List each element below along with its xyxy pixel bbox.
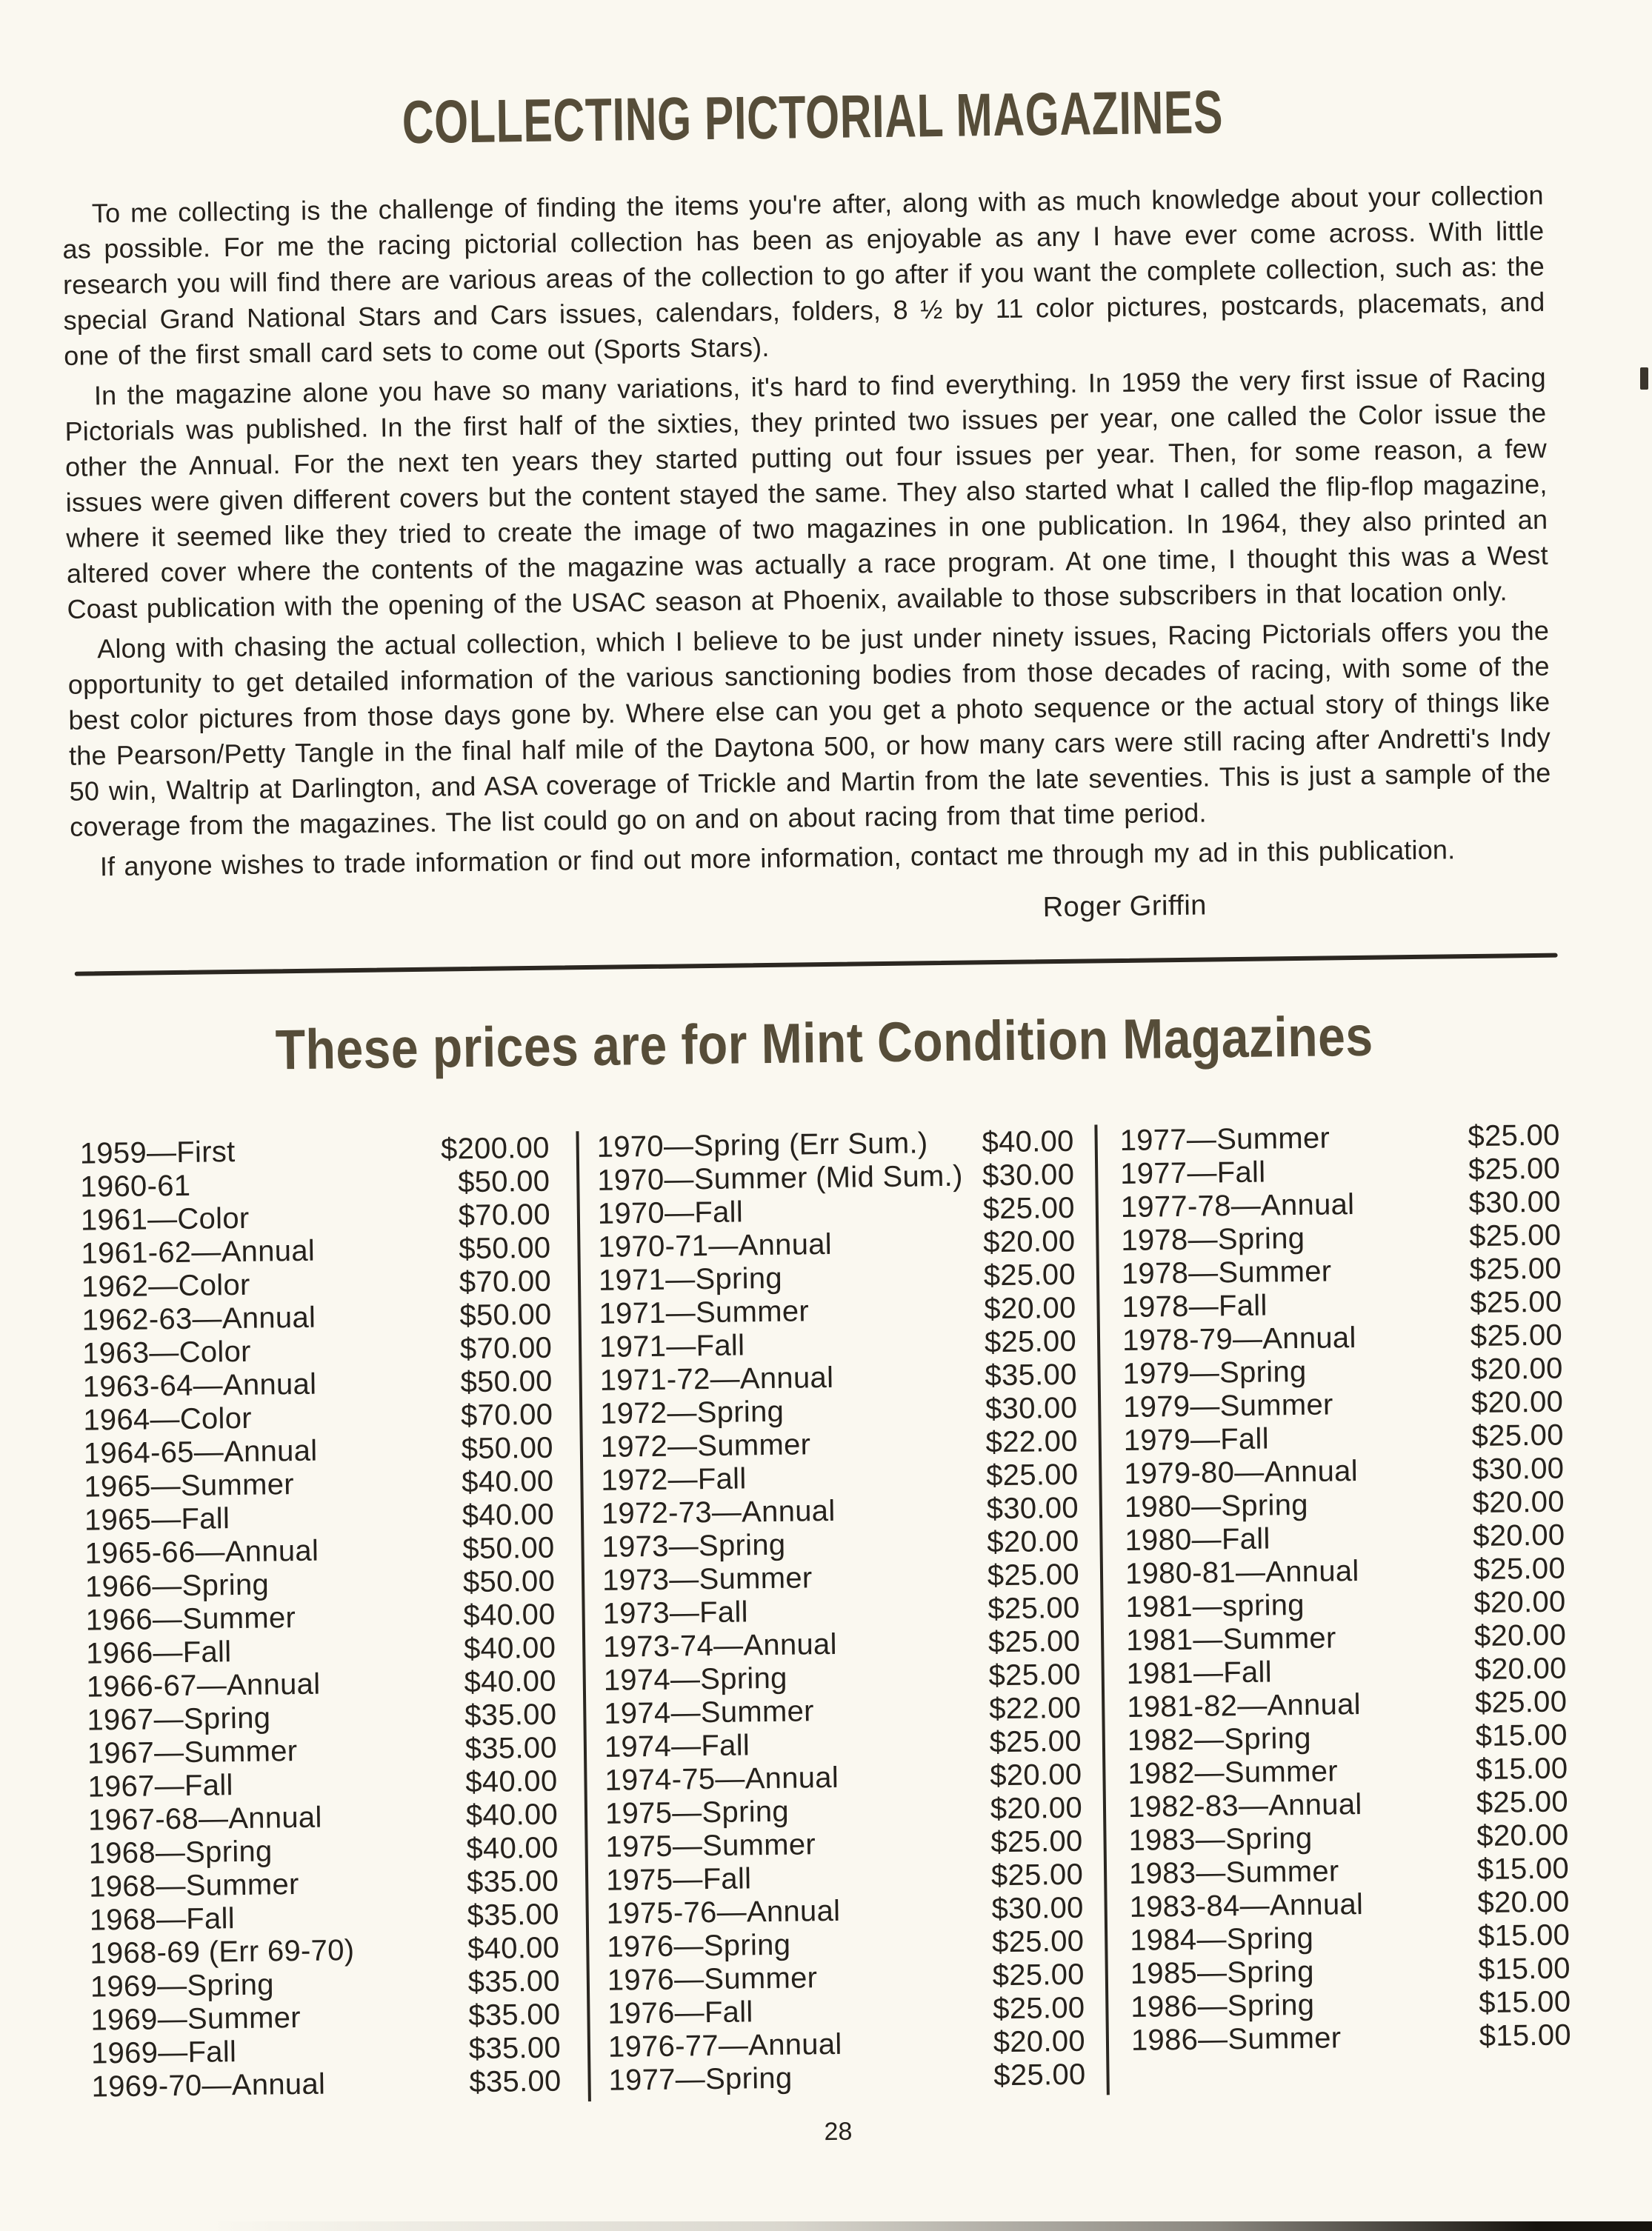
price-row <box>87 1698 557 1737</box>
price-row <box>1125 1552 1566 1590</box>
price-item-value: $20.00 <box>1477 1885 1570 1919</box>
price-item-label: 1972-73—Annual <box>601 1494 836 1530</box>
price-list <box>80 1118 1652 2108</box>
price-item-label: 1965—Summer <box>84 1467 295 1504</box>
price-item-value: $25.00 <box>984 1324 1077 1359</box>
price-row <box>599 1258 1076 1298</box>
price-row <box>1128 1752 1568 1790</box>
price-row <box>600 1392 1078 1431</box>
price-item-value: $20.00 <box>1472 1518 1565 1553</box>
price-item-label: 1970—Summer (Mid Sum.) <box>597 1159 963 1197</box>
price-row <box>606 1892 1084 1931</box>
price-item-label: 1977—Spring <box>608 2061 793 2097</box>
price-item-label: 1972—Spring <box>599 1395 785 1430</box>
price-item-value: $40.00 <box>463 1631 556 1665</box>
price-item-label: 1976-77—Annual <box>607 2027 842 2064</box>
price-row <box>604 1658 1082 1698</box>
price-row <box>607 1925 1085 1964</box>
price-item-value: $25.00 <box>982 1191 1076 1226</box>
price-row <box>599 1325 1077 1364</box>
price-row <box>91 2064 562 2104</box>
price-item-label: 1968—Spring <box>88 1835 273 1870</box>
scan-artifact-bottom-smudge <box>207 2221 1652 2231</box>
price-item-label: 1973—Fall <box>602 1595 749 1630</box>
price-item-label: 1977—Fall <box>1119 1155 1266 1190</box>
price-row <box>602 1592 1080 1631</box>
price-row <box>87 1664 557 1704</box>
price-item-value: $25.00 <box>1476 1785 1569 1819</box>
column-divider-2 <box>1094 1124 1109 2095</box>
price-row <box>607 1958 1085 1998</box>
price-item-value: $30.00 <box>986 1491 1079 1526</box>
price-item-label: 1973—Spring <box>602 1528 786 1564</box>
price-item-label: 1976—Summer <box>607 1961 818 1997</box>
price-item-value: $200.00 <box>440 1131 550 1166</box>
price-item-value: $35.00 <box>467 1898 560 1932</box>
price-row <box>84 1531 555 1570</box>
price-item-label: 1981—Summer <box>1125 1621 1336 1657</box>
price-item-label: 1975-76—Annual <box>606 1894 841 1930</box>
price-item-label: 1976—Fall <box>607 1995 753 2030</box>
price-row <box>1123 1418 1564 1457</box>
price-item-value: $30.00 <box>982 1158 1075 1193</box>
price-item-label: 1975—Summer <box>605 1828 816 1864</box>
price-row <box>1125 1485 1565 1524</box>
price-item-label: 1967—Summer <box>87 1734 298 1770</box>
price-item-value: $40.00 <box>465 1764 558 1798</box>
price-row <box>82 1331 553 1370</box>
price-row <box>91 2031 562 2070</box>
price-item-label: 1980—Fall <box>1125 1522 1270 1557</box>
price-row <box>1123 1385 1564 1424</box>
price-item-label: 1983-84—Annual <box>1129 1887 1364 1924</box>
price-item-value: $50.00 <box>459 1231 551 1266</box>
price-item-value: $20.00 <box>1476 1818 1569 1853</box>
price-item-label: 1986—Spring <box>1130 1988 1315 2024</box>
price-item-label: 1978—Spring <box>1121 1221 1305 1257</box>
price-item-label: 1968—Summer <box>88 1867 299 1904</box>
price-item-label: 1981—spring <box>1125 1588 1305 1624</box>
price-row <box>87 1764 558 1804</box>
price-item-value: $20.00 <box>982 1224 1076 1259</box>
price-row <box>605 1825 1083 1864</box>
price-row <box>607 1991 1085 2030</box>
price-item-label: 1961-62—Annual <box>81 1234 316 1270</box>
price-item-value: $25.00 <box>993 2058 1086 2092</box>
price-item-label: 1982—Summer <box>1128 1755 1339 1790</box>
magazine-page-scan <box>0 79 1652 2231</box>
price-item-label: 1985—Spring <box>1130 1955 1314 1990</box>
price-item-label: 1967—Spring <box>87 1701 271 1737</box>
price-item-value: $25.00 <box>1471 1418 1564 1453</box>
author-signature: Roger Griffin <box>1042 890 1208 924</box>
article-title-text: COLLECTING PICTORIAL MAGAZINES <box>402 79 1225 157</box>
price-item-value: $25.00 <box>988 1658 1082 1693</box>
price-item-value: $35.00 <box>985 1358 1077 1393</box>
price-item-value: $30.00 <box>1471 1452 1565 1486</box>
price-item-value: $35.00 <box>468 2031 562 2065</box>
price-item-label: 1980-81—Annual <box>1125 1554 1359 1590</box>
price-item-label: 1969-70—Annual <box>91 2067 326 2104</box>
price-item-value: $25.00 <box>987 1591 1080 1626</box>
price-item-label: 1971—Spring <box>598 1261 783 1297</box>
price-item-value: $40.00 <box>464 1664 557 1698</box>
price-item-label: 1970-71—Annual <box>598 1227 833 1264</box>
price-row <box>90 1964 561 2004</box>
price-row <box>601 1425 1079 1464</box>
price-row <box>1119 1118 1560 1157</box>
price-item-label: 1968—Fall <box>89 1901 236 1937</box>
price-item-label: 1986—Summer <box>1130 2021 1342 2057</box>
price-row <box>85 1564 556 1604</box>
price-row <box>1130 1952 1571 1990</box>
price-item-value: $20.00 <box>984 1291 1076 1326</box>
price-item-label: 1979—Spring <box>1122 1355 1307 1390</box>
price-item-value: $70.00 <box>459 1264 552 1299</box>
price-item-label: 1977—Summer <box>1119 1121 1330 1157</box>
price-item-value: $35.00 <box>468 1998 561 2032</box>
price-item-value: $35.00 <box>469 2064 562 2098</box>
price-item-value: $25.00 <box>987 1558 1080 1593</box>
price-row <box>1130 1918 1571 1957</box>
price-item-label: 1970—Fall <box>597 1195 744 1230</box>
price-item-label: 1973—Summer <box>602 1561 813 1597</box>
price-item-label: 1966—Summer <box>85 1601 296 1637</box>
price-item-value: $25.00 <box>983 1258 1076 1293</box>
price-row <box>604 1758 1082 1798</box>
page-content <box>0 77 1652 2157</box>
price-item-label: 1980—Spring <box>1124 1488 1309 1524</box>
price-item-value: $25.00 <box>991 1924 1085 1959</box>
article-title <box>0 77 1639 159</box>
price-row <box>87 1731 558 1770</box>
price-item-value: $25.00 <box>990 1858 1084 1892</box>
price-row <box>84 1431 554 1470</box>
price-item-value: $70.00 <box>458 1198 551 1233</box>
price-item-value: $40.00 <box>463 1598 556 1632</box>
price-row <box>88 1798 559 1837</box>
price-row <box>1120 1152 1561 1190</box>
price-row <box>597 1158 1075 1198</box>
price-column-1 <box>80 1131 562 2104</box>
price-item-value: $15.00 <box>1475 1718 1568 1753</box>
price-item-value: $30.00 <box>985 1391 1078 1426</box>
price-row <box>602 1558 1080 1598</box>
price-row <box>1131 2018 1572 2057</box>
price-row <box>604 1692 1082 1731</box>
price-item-label: 1964—Color <box>83 1401 253 1437</box>
price-item-label: 1984—Spring <box>1129 1921 1314 1957</box>
price-row <box>1121 1185 1562 1224</box>
price-row <box>1127 1685 1568 1724</box>
prices-heading <box>0 1004 1651 1084</box>
price-item-value: $40.00 <box>982 1124 1074 1159</box>
price-item-value: $50.00 <box>457 1164 550 1199</box>
price-item-label: 1962—Color <box>81 1268 250 1304</box>
price-row <box>1129 1885 1570 1924</box>
price-item-label: 1959—First <box>79 1135 236 1170</box>
price-item-label: 1977-78—Annual <box>1120 1187 1355 1224</box>
price-item-value: $50.00 <box>462 1531 555 1566</box>
price-item-value: $30.00 <box>1468 1185 1562 1219</box>
price-item-value: $35.00 <box>464 1698 557 1732</box>
price-item-value: $20.00 <box>990 1758 1082 1793</box>
price-item-value: $50.00 <box>459 1298 552 1333</box>
price-item-label: 1982-83—Annual <box>1128 1787 1362 1824</box>
price-item-value: $35.00 <box>466 1864 559 1898</box>
article-paragraph-3: Along with chasing the actual collection, which I believe to be just under ninety issues, Racing Pictorials offers you the opportunity to get detailed information of the various sanctioning bodies from those decades of racing, with some of the best color pictures from those days gone by. Where else can you get a photo sequence or the actual story of things like the Pearson/Petty Tangle in the final half mile of the Daytona 500, or how many cars were still racing after Andretti's Indy 50 win, Waltrip at Darlington, and ASA coverage of Trickle and Martin from the late seventies. This is just a sample of the coverage from the magazines. The list could go on and on about racing from that time period. <box>67 615 1551 842</box>
price-item-value: $20.00 <box>1472 1485 1565 1519</box>
price-row <box>608 2024 1086 2064</box>
price-item-label: 1972—Summer <box>600 1428 811 1464</box>
price-item-label: 1981—Fall <box>1126 1655 1273 1690</box>
price-item-value: $40.00 <box>461 1464 554 1499</box>
price-row <box>1130 1985 1571 2024</box>
section-divider <box>75 953 1558 976</box>
price-item-label: 1965-66—Annual <box>84 1534 319 1570</box>
price-row <box>85 1598 556 1637</box>
price-row <box>90 1931 560 1970</box>
price-item-value: $15.00 <box>1475 1752 1568 1786</box>
price-item-value: $25.00 <box>1470 1318 1563 1353</box>
price-item-value: $25.00 <box>1470 1285 1562 1319</box>
price-row <box>598 1192 1076 1231</box>
price-row <box>602 1525 1079 1564</box>
price-item-value: $25.00 <box>1473 1552 1566 1586</box>
price-row <box>598 1225 1076 1264</box>
price-item-value: $15.00 <box>1478 1952 1571 1986</box>
price-item-value: $40.00 <box>462 1498 555 1533</box>
price-item-value: $15.00 <box>1478 1985 1571 2019</box>
price-item-value: $22.00 <box>985 1424 1079 1459</box>
price-item-label: 1979—Summer <box>1122 1388 1333 1424</box>
price-row <box>81 1231 551 1270</box>
price-item-label: 1971—Summer <box>599 1295 810 1330</box>
price-row <box>89 1864 559 1904</box>
price-row <box>84 1464 554 1504</box>
prices-heading-text: These prices are for Mint Condition Magazines <box>275 1004 1374 1082</box>
price-item-label: 1960-61 <box>80 1169 191 1204</box>
price-item-value: $50.00 <box>460 1364 553 1399</box>
price-row <box>1122 1252 1562 1290</box>
price-row <box>80 1164 550 1204</box>
price-row <box>1125 1585 1566 1624</box>
price-item-label: 1967—Fall <box>87 1768 233 1804</box>
price-item-label: 1974—Spring <box>603 1661 787 1697</box>
price-item-value: $20.00 <box>1471 1352 1563 1386</box>
price-row <box>82 1364 553 1404</box>
price-item-label: 1982—Spring <box>1127 1721 1312 1757</box>
price-item-label: 1962-63—Annual <box>81 1301 316 1337</box>
price-row <box>1125 1518 1565 1557</box>
price-item-label: 1971-72—Annual <box>599 1361 834 1397</box>
price-row <box>608 2058 1086 2097</box>
price-row <box>1128 1718 1568 1757</box>
price-row <box>81 1298 552 1337</box>
price-row <box>90 1898 560 1937</box>
article-body <box>62 178 1553 885</box>
price-item-value: $25.00 <box>1469 1252 1562 1286</box>
price-item-value: $25.00 <box>1468 1118 1560 1153</box>
price-row <box>1126 1652 1567 1690</box>
price-item-label: 1979-80—Annual <box>1124 1454 1359 1490</box>
price-row <box>599 1292 1076 1331</box>
price-item-label: 1978—Fall <box>1122 1289 1268 1324</box>
price-item-value: $40.00 <box>467 1931 560 1965</box>
price-row <box>604 1725 1082 1764</box>
price-row <box>81 1264 552 1304</box>
price-item-value: $25.00 <box>992 1958 1085 1992</box>
price-item-value: $20.00 <box>1474 1652 1567 1686</box>
price-item-label: 1971—Fall <box>599 1329 745 1364</box>
price-item-label: 1961—Color <box>80 1201 250 1237</box>
price-row <box>1124 1452 1565 1490</box>
price-item-value: $70.00 <box>459 1331 553 1366</box>
article-paragraph-1: To me collecting is the challenge of finding the items you're after, along with as much knowledge about your collection as possible. For me the racing pictorial collection has been as enjoyable as any I have ever come across. With little research you will find there are various areas of the collection to go after if you want the complete collection, such as: the special Grand National Stars and Cars issues, calendars, folders, 8 ½ by 11 color pictures, postcards, placemats, and one of the first small card sets to come out (Sports Stars). <box>62 179 1545 371</box>
price-row <box>599 1358 1077 1398</box>
price-row <box>601 1458 1079 1498</box>
price-row <box>1126 1618 1567 1657</box>
price-item-value: $50.00 <box>461 1431 554 1466</box>
price-column-3 <box>1119 1118 1571 2057</box>
price-row <box>1122 1318 1563 1357</box>
price-item-value: $35.00 <box>464 1731 558 1765</box>
price-item-value: $15.00 <box>1476 1852 1570 1886</box>
price-item-value: $20.00 <box>993 2024 1086 2059</box>
price-item-label: 1969—Fall <box>90 2035 237 2070</box>
price-item-label: 1966—Fall <box>85 1635 232 1670</box>
price-item-value: $25.00 <box>1468 1152 1561 1186</box>
price-row <box>605 1792 1083 1831</box>
article-paragraph-2: In the magazine alone you have so many variations, it's hard to find everything. In 1959 the very first issue of Racing Pictorials was published. In the first half of the sixties, they printed two issues per year, one called the Color issue the other the Annual. For the next ten years they started putting out four issues per year. Then, for some reason, a few issues were given different covers but the content stayed the same. They also started what I called the flip-flop magazine, where it seemed like they tried to create the image of two magazines in one publication. In 1964, they also printed an altered cover where the contents of the magazine was actually a race program. At one time, I thought this was a West Coast publication with the opening of the USAC season at Phoenix, available to those subscribers in that location only. <box>64 361 1549 624</box>
price-item-label: 1970—Spring (Err Sum.) <box>596 1127 928 1164</box>
price-item-label: 1965—Fall <box>84 1501 230 1537</box>
price-item-value: $70.00 <box>460 1398 553 1433</box>
price-row <box>84 1498 555 1537</box>
price-item-label: 1972—Fall <box>601 1462 747 1497</box>
price-item-value: $25.00 <box>987 1624 1081 1659</box>
price-row <box>88 1831 559 1870</box>
price-row <box>1122 1285 1562 1324</box>
price-item-value: $20.00 <box>1471 1385 1564 1419</box>
price-item-value: $25.00 <box>985 1458 1079 1493</box>
price-row <box>86 1631 556 1670</box>
price-item-value: $22.00 <box>988 1691 1082 1726</box>
price-item-label: 1978-79—Annual <box>1122 1321 1356 1357</box>
price-row <box>1121 1218 1562 1257</box>
price-item-label: 1964-65—Annual <box>83 1434 318 1470</box>
price-row <box>1129 1852 1570 1890</box>
price-item-label: 1975—Fall <box>605 1862 752 1897</box>
price-item-label: 1969—Spring <box>90 1968 275 2004</box>
price-row <box>602 1492 1079 1531</box>
price-item-value: $20.00 <box>987 1524 1079 1559</box>
price-row <box>83 1398 553 1437</box>
price-item-value: $40.00 <box>466 1831 559 1865</box>
price-item-value: $25.00 <box>989 1724 1082 1759</box>
price-item-label: 1979—Fall <box>1123 1422 1270 1457</box>
price-row <box>1122 1352 1563 1390</box>
price-item-label: 1976—Spring <box>607 1928 791 1964</box>
price-item-value: $25.00 <box>990 1824 1083 1859</box>
price-item-value: $25.00 <box>992 1991 1085 2026</box>
price-item-label: 1973-74—Annual <box>602 1627 838 1664</box>
price-row <box>90 1998 561 2037</box>
column-divider-1 <box>576 1131 590 2101</box>
price-item-label: 1966—Spring <box>84 1568 270 1604</box>
price-item-label: 1974—Summer <box>604 1695 815 1730</box>
price-item-label: 1966-67—Annual <box>86 1667 321 1704</box>
price-row <box>596 1125 1074 1164</box>
price-item-label: 1981-82—Annual <box>1127 1687 1362 1724</box>
price-item-value: $40.00 <box>465 1798 559 1832</box>
price-row <box>1128 1785 1569 1824</box>
price-item-value: $25.00 <box>1474 1685 1568 1719</box>
price-item-value: $25.00 <box>1468 1218 1562 1253</box>
price-item-label: 1975—Spring <box>604 1795 790 1830</box>
price-row <box>603 1625 1081 1664</box>
price-item-value: $50.00 <box>462 1564 556 1598</box>
price-item-label: 1978—Summer <box>1121 1255 1332 1290</box>
price-item-label: 1963—Color <box>81 1335 252 1370</box>
price-row <box>1128 1818 1569 1857</box>
price-item-value: $20.00 <box>1473 1618 1567 1653</box>
price-item-value: $30.00 <box>991 1891 1084 1926</box>
price-item-label: 1963-64—Annual <box>82 1367 317 1404</box>
price-column-2 <box>596 1125 1085 2098</box>
price-item-label: 1983—Spring <box>1128 1821 1313 1857</box>
page-number: 28 <box>824 2117 853 2146</box>
scan-artifact-edge-tick <box>1640 367 1648 390</box>
price-item-value: $15.00 <box>1477 1918 1571 1952</box>
price-item-value: $15.00 <box>1479 2018 1572 2052</box>
price-item-label: 1983—Summer <box>1128 1855 1339 1890</box>
article-paragraph-4: If anyone wishes to trade information or find out more information, contact me through my ad in this publication. <box>99 834 1456 882</box>
price-item-label: 1969—Summer <box>90 2001 302 2037</box>
price-row <box>80 1131 550 1170</box>
price-row <box>606 1858 1084 1898</box>
price-item-value: $20.00 <box>990 1791 1083 1826</box>
price-item-label: 1967-68—Annual <box>87 1801 322 1837</box>
price-item-label: 1968-69 (Err 69-70) <box>90 1933 355 1970</box>
price-item-value: $35.00 <box>467 1964 561 1998</box>
price-item-label: 1974-75—Annual <box>604 1761 839 1797</box>
price-item-label: 1974—Fall <box>604 1729 750 1764</box>
price-row <box>81 1198 551 1237</box>
price-item-value: $20.00 <box>1473 1585 1566 1619</box>
